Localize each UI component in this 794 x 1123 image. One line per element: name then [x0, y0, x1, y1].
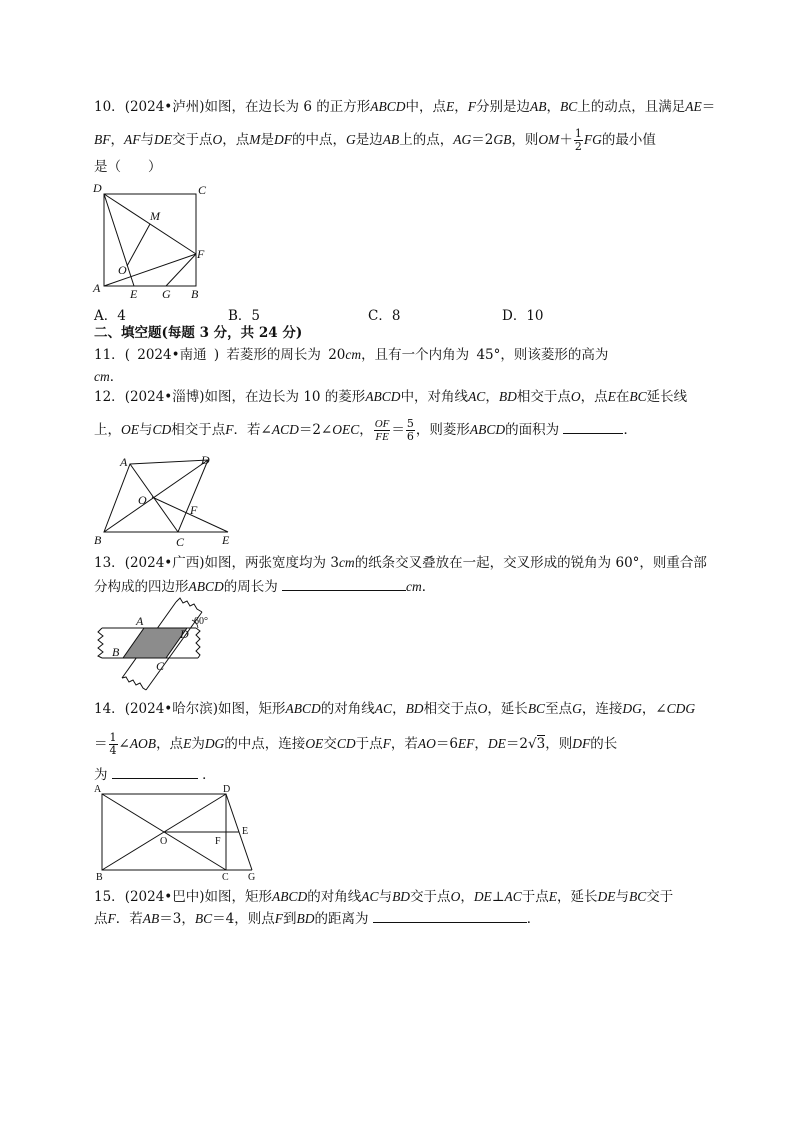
- q14-label-O: O: [160, 836, 168, 847]
- q12-fraction-of-fe: $\frac{OF}{FE}$: [374, 418, 390, 443]
- q10-label-O: O: [118, 263, 127, 277]
- q12-line2: 上，OE与CD相交于点F．若∠ACD＝2∠OEC， $\frac{OF}{FE}$ ＝ $\frac{5}{6}$ ，则菱形ABCD的面积为 ．: [94, 417, 637, 443]
- q10-option-c[interactable]: C．8: [368, 308, 401, 324]
- q14-line2: ＝ $\frac{1}{4}$ ∠AOB，点E为DG的中点，连接OE交CD于点F，若AO＝6EF，DE＝2√3，则DF的长: [94, 731, 618, 757]
- q12-figure: [90, 452, 250, 552]
- q12-answer-blank[interactable]: [563, 419, 623, 434]
- q14-label-A: A: [94, 784, 102, 795]
- q10-label-A: A: [93, 281, 101, 295]
- q10-line1: 10．(2024•泸州)如图，在边长为 6 的正方形ABCD中，点E，F分别是边AB，BC上的动点，且满足AE＝: [94, 99, 716, 115]
- q14-line3: 为 ．: [94, 764, 216, 784]
- q13-figure: [92, 598, 232, 694]
- q12-label-D: D: [201, 453, 210, 467]
- q10-label-E: E: [130, 287, 138, 301]
- q10-label-C: C: [198, 183, 207, 197]
- q13-line1: 13．(2024•广西)如图，两张宽度均为 3cm的纸条交叉叠放在一起，交叉形成的锐角为 60°，则重合部: [94, 555, 707, 571]
- q10-line2: BF，AF与DE交于点O，点M是DF的中点，G是边AB上的点，AG＝2GB，则OM＋ $\frac{1}{2}$ FG的最小值: [94, 127, 656, 153]
- q11-line2: cm．: [94, 369, 124, 385]
- q14-label-C: C: [222, 872, 229, 883]
- sqrt-icon: √: [528, 736, 537, 752]
- q14-label-D: D: [223, 784, 231, 795]
- q10-label-B: B: [191, 287, 199, 301]
- q10-number: 10．: [94, 99, 125, 115]
- q10-option-b[interactable]: B．5: [228, 308, 261, 324]
- q14-answer-blank[interactable]: [112, 764, 198, 779]
- q13-line2: 分构成的四边形ABCD的周长为 cm．: [94, 576, 435, 596]
- q14-label-E: E: [242, 826, 249, 837]
- q12-fraction-5-6: $\frac{5}{6}$: [406, 417, 414, 443]
- q10-label-M: M: [150, 209, 160, 223]
- q14-label-G: G: [248, 872, 256, 883]
- q10-option-a[interactable]: A．4: [94, 308, 126, 324]
- q10-label-F: F: [197, 247, 205, 261]
- q10-source: (2024•泸州): [124, 99, 205, 115]
- q15-line1: 15．(2024•巴中)如图，矩形ABCD的对角线AC与BD交于点O，DE⊥AC于点E，延长DE与BC交于: [94, 889, 674, 905]
- q13-overlap-shade: [123, 628, 187, 658]
- q12-line1: 12．(2024•淄博)如图，在边长为 10 的菱形ABCD中，对角线AC，BD相交于点O，点E在BC延长线: [94, 389, 688, 405]
- q14-label-F: F: [215, 836, 221, 847]
- q13-label-D: D: [180, 627, 189, 641]
- q12-label-A: A: [120, 455, 128, 469]
- q12-label-F: F: [190, 503, 198, 517]
- q13-label-C: C: [156, 659, 165, 673]
- q15-answer-blank[interactable]: [373, 908, 527, 923]
- q12-label-E: E: [222, 533, 230, 547]
- q12-label-C: C: [176, 535, 185, 549]
- q10-option-d[interactable]: D．10: [502, 308, 544, 324]
- q10-fraction: $\frac{1}{2}$: [574, 127, 582, 153]
- q14-label-B: B: [96, 872, 103, 883]
- q10-figure: [90, 180, 220, 300]
- q12-label-O: O: [138, 493, 147, 507]
- q14-figure: [92, 782, 262, 882]
- q12-label-B: B: [94, 533, 102, 547]
- q10-label-D: D: [93, 181, 102, 195]
- q11-line1: 11．( 2024•南通 ) 若菱形的周长为 20cm，且有一个内角为 45°，则该菱形的高为: [94, 347, 609, 363]
- section-2-heading: 二、填空题(每题 3 分，共 24 分): [94, 325, 303, 341]
- q14-line1: 14．(2024•哈尔滨)如图，矩形ABCD的对角线AC，BD相交于点O，延长BC至点G，连接DG，∠CDG: [94, 701, 696, 717]
- q13-angle-label: 60°: [194, 616, 208, 627]
- q10-line3: 是（ ）: [94, 159, 162, 175]
- q10-label-G: G: [162, 287, 171, 301]
- q13-label-B: B: [112, 645, 120, 659]
- q13-label-A: A: [136, 614, 144, 628]
- q14-fraction: $\frac{1}{4}$: [109, 731, 117, 757]
- q13-answer-blank[interactable]: [282, 576, 406, 591]
- q15-line2: 点F．若AB＝3，BC＝4，则点F到BD的距离为 ．: [94, 908, 540, 928]
